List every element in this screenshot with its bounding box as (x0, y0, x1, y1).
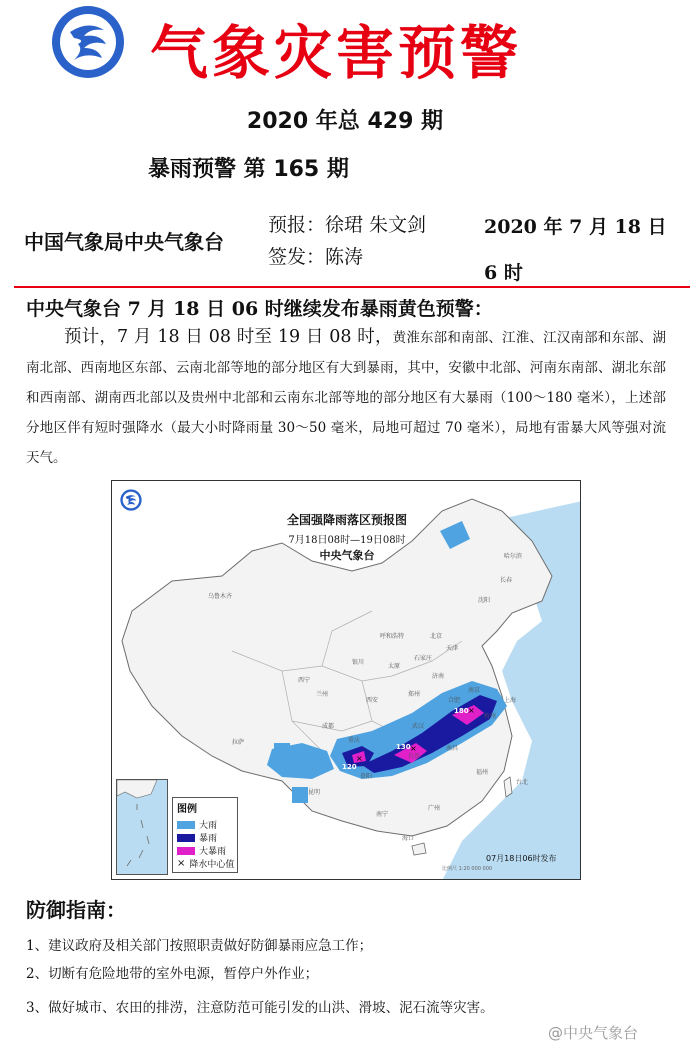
guideline-item: 3、做好城市、农田的排涝，注意防范可能引发的山洪、滑坡、泥石流等灾害。 (26, 1000, 494, 1016)
map-city-label: 长春 (500, 577, 513, 584)
issue-rain-number: 暴雨预警 第 165 期 (148, 157, 349, 182)
weibo-watermark: @中央气象台 (548, 1024, 639, 1042)
map-city-label: 福州 (476, 769, 489, 776)
map-city-label: 乌鲁木齐 (208, 593, 233, 600)
legend-label: 大雨 (199, 821, 218, 831)
map-city-label: 南昌 (446, 745, 459, 752)
agency-name: 中国气象局中央气象台 (24, 230, 224, 254)
legend-item (177, 857, 233, 870)
legend-item (177, 831, 233, 844)
legend-label: 大暴雨 (199, 847, 227, 857)
bulletin-body (26, 322, 666, 473)
legend-swatch (177, 834, 195, 842)
map-city-label: 台北 (516, 779, 529, 786)
legend-swatch (177, 847, 195, 855)
map-city-label: 呼和浩特 (380, 633, 405, 640)
legend-title: 图例 (177, 804, 197, 815)
map-city-label: 长沙 (408, 753, 421, 760)
guidelines-title: 防御指南： (26, 898, 126, 922)
svg-text:×: × (410, 744, 417, 753)
legend-swatch (177, 821, 195, 829)
map-city-label: 南宁 (376, 811, 389, 818)
map-legend (172, 797, 238, 873)
map-city-label: 海口 (402, 835, 415, 842)
rainfall-forecast-map (111, 480, 581, 880)
map-city-label: 郑州 (408, 691, 421, 698)
map-title: 全国强降雨落区预报图 (286, 513, 407, 527)
legend-item (177, 844, 233, 857)
rain-center-marker-icon: × (177, 858, 186, 869)
rain-center-value: 120 (342, 763, 357, 771)
map-city-label: 杭州 (484, 713, 497, 720)
svg-text:×: × (468, 706, 475, 715)
map-city-label: 成都 (322, 723, 335, 730)
forecast-details: 黄淮东部和南部、江淮、江汉南部和东部、湖南北部、西南地区东部、云南北部等地的部分地区有大到暴雨，其中，安徽中北部、河南东南部、湖北东部和西南部、湖南西北部以及贵州中北部和云南东北部等地的部分地区有大暴雨（100～180 毫米），上述部分地区伴有短时强降水（最大小时降雨量 30～50 毫米，局地可超过 70 毫米），局地有雷暴大风等强对流天气。 (26, 330, 666, 466)
map-city-label: 兰州 (316, 691, 329, 698)
map-city-label: 南京 (468, 687, 481, 694)
south-china-sea-inset (116, 779, 168, 875)
map-city-label: 广州 (428, 805, 441, 812)
issuer-name: 签发：陈涛 (268, 246, 364, 268)
map-logo-icon (118, 487, 144, 513)
map-city-label: 太原 (388, 663, 401, 670)
legend-label: 降水中心值 (189, 860, 235, 870)
map-city-label: 北京 (430, 633, 443, 640)
forecaster-names: 预报：徐珺 朱文剑 (268, 214, 427, 236)
map-city-label: 合肥 (448, 697, 461, 704)
inset-map-graphic (117, 780, 167, 874)
map-city-label: 哈尔滨 (504, 553, 523, 560)
header-divider (14, 286, 690, 288)
rain-center-value: 130 (396, 743, 411, 751)
map-period: 7月18日08时—19日08时 (288, 535, 406, 546)
map-city-label: 银川 (352, 659, 365, 666)
issue-total-number: 2020 年总 429 期 (246, 109, 444, 134)
guideline-item: 2、切断有危险地带的室外电源，暂停户外作业； (26, 966, 319, 982)
issue-date: 2020 年 7 月 18 日 6 时 (484, 216, 667, 284)
bulletin-title: 气象灾害预警 (150, 19, 523, 87)
map-city-label: 重庆 (348, 737, 361, 744)
map-city-label: 贵阳 (360, 773, 373, 780)
map-city-label: 石家庄 (414, 655, 433, 662)
forecast-period: 预计，7 月 18 日 08 时至 19 日 08 时， (64, 327, 393, 347)
cma-logo-icon (44, 2, 132, 82)
map-city-label: 拉萨 (232, 739, 245, 746)
map-city-label: 天津 (446, 645, 459, 652)
rain-center-value: 180 (454, 707, 469, 715)
bulletin-lead: 中央气象台 7 月 18 日 06 时继续发布暴雨黄色预警： (26, 298, 493, 320)
map-city-label: 西宁 (298, 677, 311, 684)
map-org: 中央气象台 (319, 549, 375, 562)
map-city-label: 昆明 (308, 789, 321, 796)
map-city-label: 武汉 (412, 723, 425, 730)
legend-item (177, 818, 233, 831)
guideline-item: 1、建议政府及相关部门按照职责做好防御暴雨应急工作； (26, 938, 373, 954)
map-city-label: 济南 (432, 673, 445, 680)
map-city-label: 沈阳 (478, 597, 491, 604)
map-issued-time: 07月18日06时发布 (486, 854, 557, 863)
svg-text:×: × (356, 754, 363, 763)
legend-label: 暴雨 (199, 834, 218, 844)
map-city-label: 西安 (366, 697, 379, 704)
map-scale: 比例尺 1:20 000 000 (442, 866, 493, 872)
map-city-label: 上海 (504, 697, 517, 704)
